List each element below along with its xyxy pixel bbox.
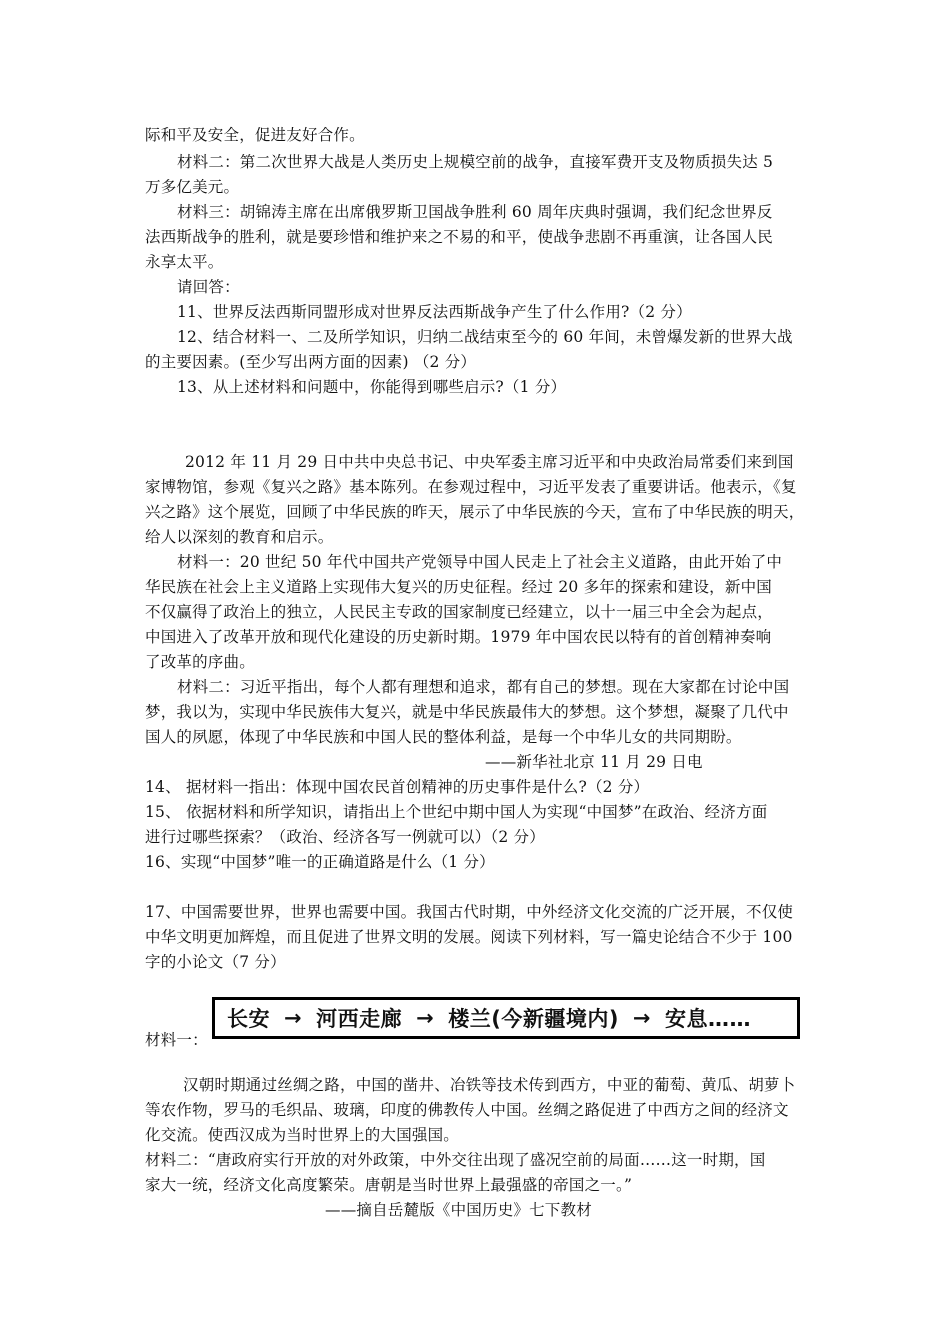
text-line: 材料三：胡锦涛主席在出席俄罗斯卫国战争胜利 60 周年庆典时强调，我们纪念世界反: [177, 203, 773, 221]
question-14: 14、 据材料一指出：体现中国农民首创精神的历史事件是什么?（2 分）: [145, 778, 650, 796]
text-line: 不仅赢得了政治上的独立，人民民主专政的国家制度已经建立，以十一届三中全会为起点，: [145, 603, 774, 621]
text-line: 材料二：习近平指出，每个人都有理想和追求，都有自己的梦想。现在大家都在讨论中国: [177, 678, 790, 696]
route-stop: 安息……: [665, 1007, 752, 1031]
text-line: 材料一：20 世纪 50 年代中国共产党领导中国人民走上了社会主义道路，由此开始了中: [177, 553, 783, 571]
arrow-right-icon: →: [632, 1006, 652, 1030]
question-17: 17、中国需要世界，世界也需要中国。我国古代时期，中外经济文化交流的广泛开展，不仅使: [145, 903, 794, 921]
question-11: 11、世界反法西斯同盟形成对世界反法西斯战争产生了什么作用?（2 分）: [177, 303, 692, 321]
question-15: 15、 依据材料和所学知识，请指出上个世纪中期中国人为实现“中国梦”在政治、经济方面: [145, 803, 768, 821]
text-line: 中国进入了改革开放和现代化建设的历史新时期。1979 年中国农民以特有的首创精神奏响: [145, 628, 772, 646]
text-line: 兴之路》这个展览，回顾了中华民族的昨天，展示了中华民族的今天，宣布了中华民族的明天，: [145, 503, 805, 521]
text-line: 家大一统，经济文化高度繁荣。唐朝是当时世界上最强盛的帝国之一。”: [145, 1176, 633, 1194]
text-line: 了改革的序曲。: [145, 653, 255, 671]
text-line: 梦，我以为，实现中华民族伟大复兴，就是中华民族最伟大的梦想。这个梦想，凝聚了几代中: [145, 703, 789, 721]
arrow-right-icon: →: [284, 1006, 303, 1030]
source-citation: ——摘自岳麓版《中国历史》七下教材: [325, 1201, 592, 1219]
text-line: 法西斯战争的胜利，就是要珍惜和维护来之不易的和平，使战争悲剧不再重演，让各国人民: [145, 228, 774, 246]
text-line: 中华文明更加辉煌，而且促进了世界文明的发展。阅读下列材料，写一篇史论结合不少于 100: [145, 928, 793, 946]
route-stop: 楼兰(今新疆境内): [448, 1007, 619, 1031]
question-13: 13、从上述材料和问题中，你能得到哪些启示?（1 分）: [177, 378, 567, 396]
text-line: 字的小论文（7 分）: [145, 953, 286, 971]
route-stop: 长安: [227, 1007, 270, 1031]
source-citation: ——新华社北京 11 月 29 日电: [485, 753, 703, 771]
text-line: 请回答：: [177, 278, 240, 296]
text-line: 材料二：第二次世界大战是人类历史上规模空前的战争，直接军费开支及物质损失达 5: [177, 153, 774, 171]
question-16: 16、实现“中国梦”唯一的正确道路是什么（1 分）: [145, 853, 495, 871]
arrow-right-icon: →: [416, 1006, 435, 1030]
material-1-label: 材料一：: [145, 1031, 208, 1049]
text-line: 化交流。使西汉成为当时世界上的大国强国。: [145, 1126, 460, 1144]
question-12: 12、结合材料一、二及所学知识，归纳二战结束至今的 60 年间，未曾爆发新的世界大战: [177, 328, 793, 346]
text-line: 国人的夙愿，体现了中华民族和中国人民的整体利益，是每一个中华儿女的共同期盼。: [145, 728, 742, 746]
text-line: 2012 年 11 月 29 日中共中央总书记、中央军委主席习近平和中央政治局常委们来到国: [185, 453, 794, 471]
text-line: 材料二：“唐政府实行开放的对外政策，中外交往出现了盛况空前的局面……这一时期，国: [145, 1151, 766, 1169]
text-line: 际和平及安全，促进友好合作。: [145, 126, 365, 144]
text-line: 永享太平。: [145, 253, 224, 271]
text-line: 汉朝时期通过丝绸之路，中国的凿井、冶铁等技术传到西方，中亚的葡萄、黄瓜、胡萝卜: [183, 1076, 796, 1094]
route-stop: 河西走廊: [316, 1007, 403, 1031]
text-line: 华民族在社会上主义道路上实现伟大复兴的历史征程。经过 20 多年的探索和建设，新中国: [145, 578, 772, 596]
silk-road-route-box: [212, 997, 800, 1039]
text-line: 万多亿美元。: [145, 178, 240, 196]
text-line: 家博物馆，参观《复兴之路》基本陈列。在参观过程中，习近平发表了重要讲话。他表示，《复: [145, 478, 797, 496]
text-line: 给人以深刻的教育和启示。: [145, 528, 334, 546]
text-line: 的主要因素。(至少写出两方面的因素) （2 分）: [145, 353, 477, 371]
text-line: 等农作物，罗马的毛织品、玻璃，印度的佛教传人中国。丝绸之路促进了中西方之间的经济文: [145, 1101, 789, 1119]
text-line: 进行过哪些探索？（政治、经济各写一例就可以）（2 分）: [145, 828, 545, 846]
